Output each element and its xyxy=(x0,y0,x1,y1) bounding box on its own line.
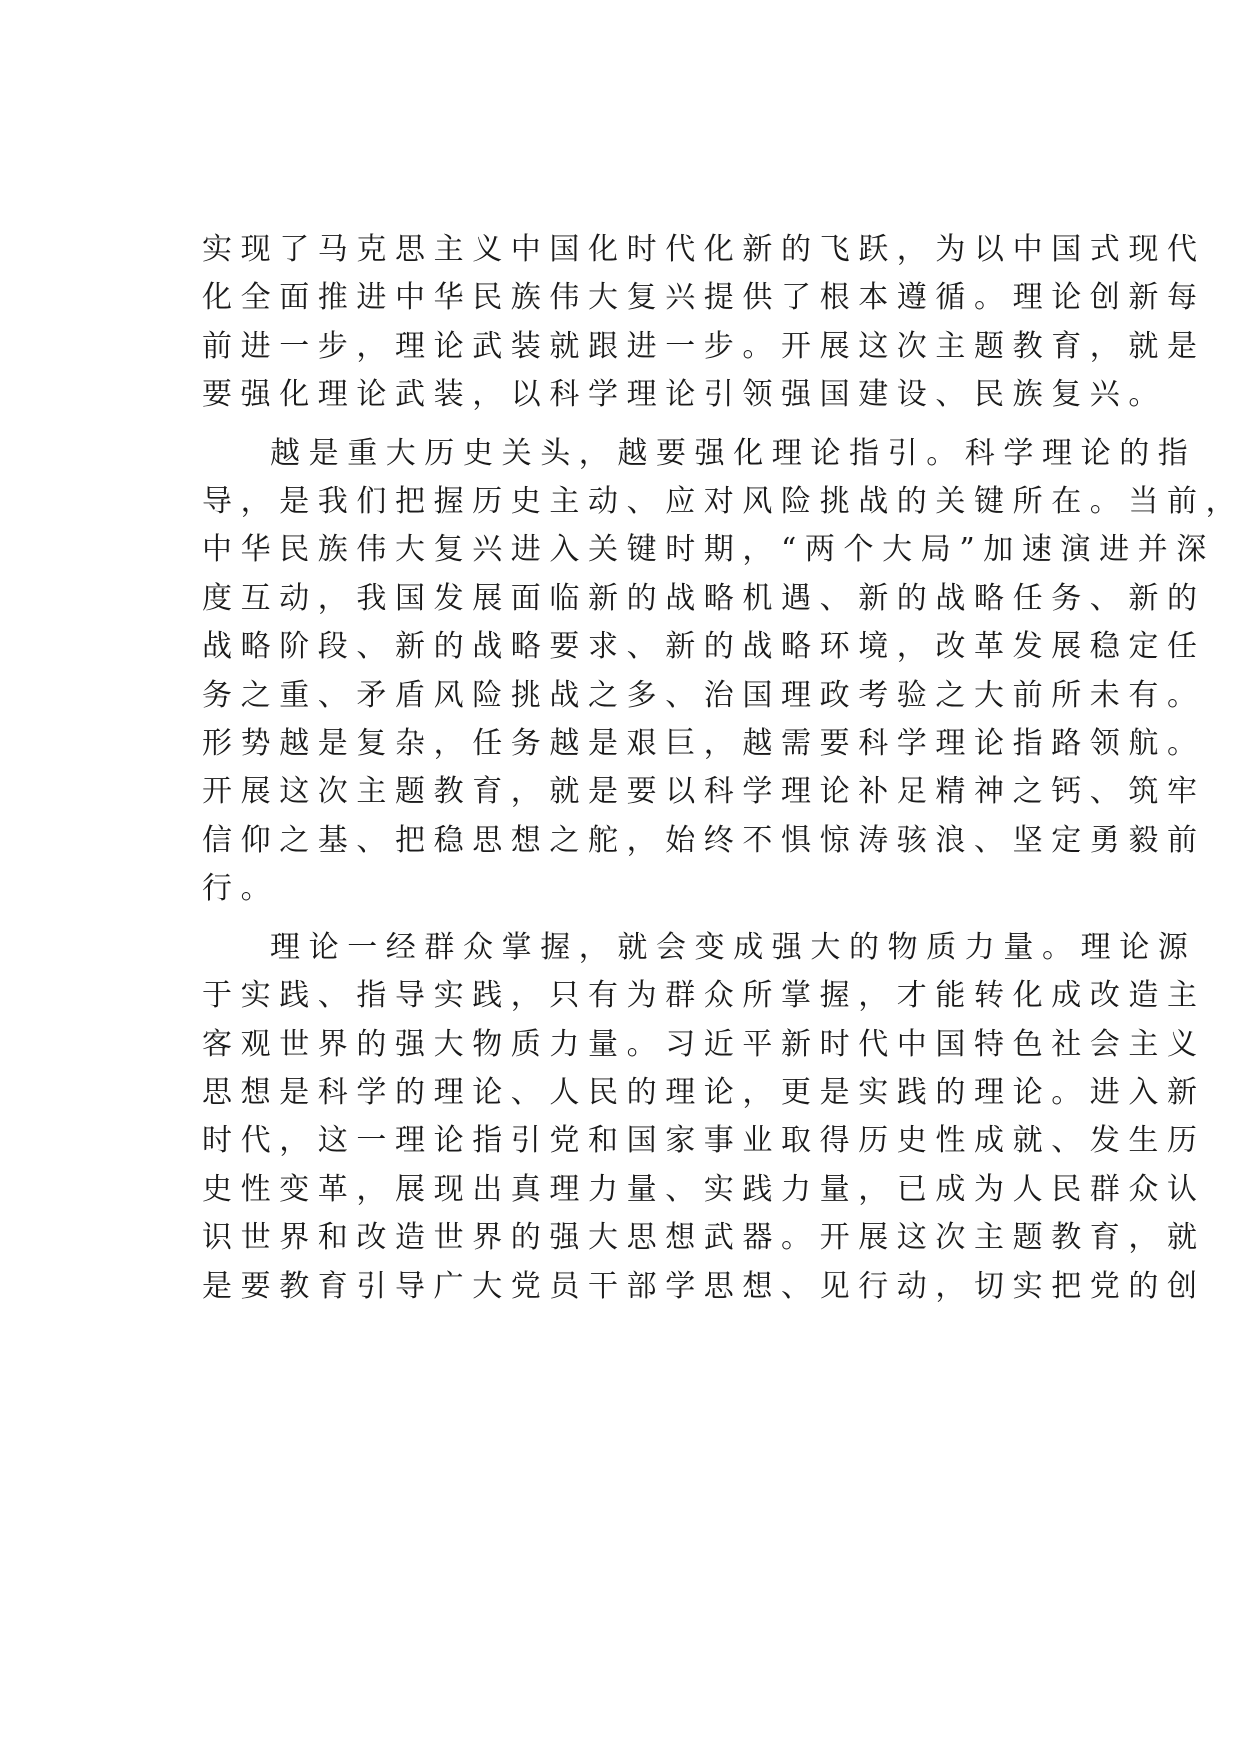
text-line: 战略阶段、新的战略要求、新的战略环境，改革发展稳定任 xyxy=(202,629,1206,665)
text-line: 理论一经群众掌握，就会变成强大的物质力量。理论源 xyxy=(270,929,1197,965)
text-line: 行。 xyxy=(202,871,280,907)
text-line: 客观世界的强大物质力量。习近平新时代中国特色社会主义 xyxy=(202,1026,1206,1062)
text-line: 务之重、矛盾风险挑战之多、治国理政考验之大前所未有。 xyxy=(202,677,1206,713)
text-line: 导，是我们把握历史主动、应对风险挑战的关键所在。当前， xyxy=(202,484,1244,520)
text-line: 要强化理论武装，以科学理论引领强国建设、民族复兴。 xyxy=(202,377,1167,413)
text-line: 前进一步，理论武装就跟进一步。开展这次主题教育，就是 xyxy=(202,328,1206,364)
text-line: 识世界和改造世界的强大思想武器。开展这次主题教育，就 xyxy=(202,1220,1206,1256)
text-line: 化全面推进中华民族伟大复兴提供了根本遵循。理论创新每 xyxy=(202,280,1206,316)
text-line: 史性变革，展现出真理力量、实践力量，已成为人民群众认 xyxy=(202,1171,1206,1207)
text-line: 中华民族伟大复兴进入关键时期，“两个大局”加速演进并深 xyxy=(202,532,1215,568)
text-line: 时代，这一理论指引党和国家事业取得历史性成就、发生历 xyxy=(202,1123,1206,1159)
paragraph-2 xyxy=(202,430,1244,914)
text-line: 信仰之基、把稳思想之舵，始终不惧惊涛骇浪、坚定勇毅前 xyxy=(202,822,1206,858)
text-line: 实现了马克思主义中国化时代化新的飞跃，为以中国式现代 xyxy=(202,232,1206,267)
text-line: 是要教育引导广大党员干部学思想、见行动，切实把党的创 xyxy=(202,1268,1206,1304)
paragraph-1 xyxy=(202,226,1206,420)
text-line: 越是重大历史关头，越要强化理论指引。科学理论的指 xyxy=(270,435,1197,471)
text-line: 思想是科学的理论、人民的理论，更是实践的理论。进入新 xyxy=(202,1074,1206,1110)
document-body xyxy=(202,226,1244,1311)
text-line: 于实践、指导实践，只有为群众所掌握，才能转化成改造主 xyxy=(202,978,1206,1014)
text-line: 开展这次主题教育，就是要以科学理论补足精神之钙、筑牢 xyxy=(202,774,1206,810)
text-line: 形势越是复杂，任务越是艰巨，越需要科学理论指路领航。 xyxy=(202,726,1206,762)
text-line: 度互动，我国发展面临新的战略机遇、新的战略任务、新的 xyxy=(202,580,1206,616)
paragraph-3 xyxy=(202,924,1206,1311)
